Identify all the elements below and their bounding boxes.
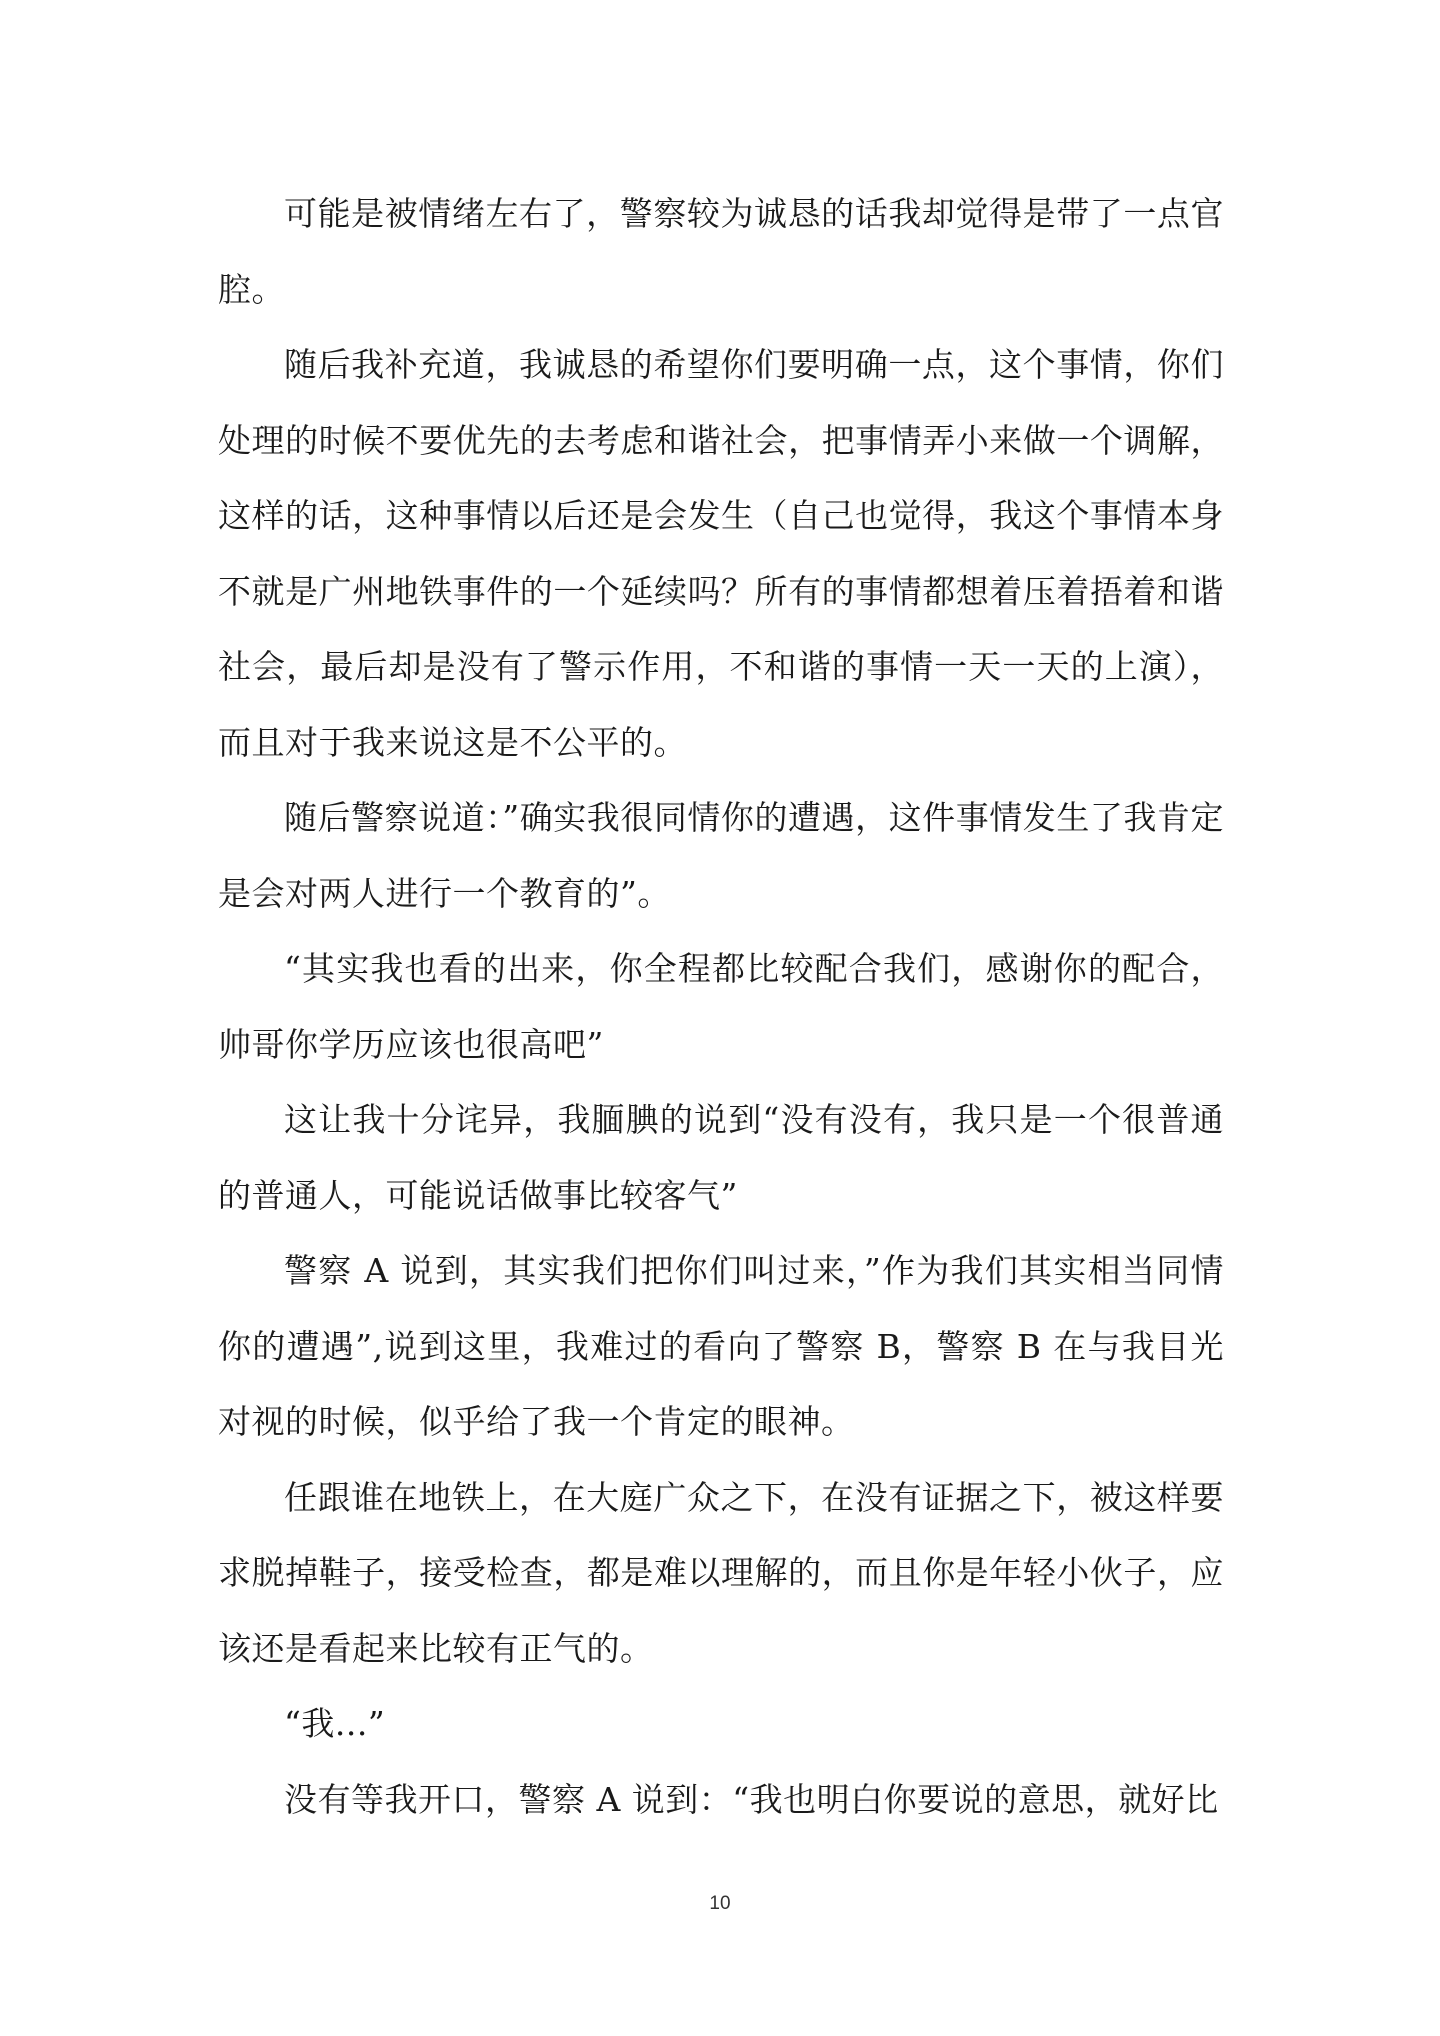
paragraph-5: 这让我十分诧异，我腼腆的说到“没有没有，我只是一个很普通的普通人，可能说话做事比较客气” <box>218 1100 1224 1215</box>
paragraph-6: 警察 A 说到，其实我们把你们叫过来，”作为我们其实相当同情你的遭遇”,说到这里，我难过的看向了警察 B，警察 B 在与我目光对视的时候，似乎给了我一个肯定的眼神。 <box>218 1251 1224 1441</box>
paragraph-7: 任跟谁在地铁上，在大庭广众之下，在没有证据之下，被这样要求脱掉鞋子，接受检查，都是难以理解的，而且你是年轻小伙子，应该还是看起来比较有正气的。 <box>218 1477 1224 1668</box>
paragraph-2: 随后我补充道，我诚恳的希望你们要明确一点，这个事情，你们处理的时候不要优先的去考虑和谐社会，把事情弄小来做一个调解，这样的话，这种事情以后还是会发生（自己也觉得，我这个事情本身不就是广州地铁事件的一个延续吗？所有的事情都想着压着捂着和谐社会，最后却是没有了警示作用，不和谐的事情一天一天的上演），而且对于我来说这是不公平的。 <box>218 345 1224 762</box>
paragraph-3: 随后警察说道：”确实我很同情你的遭遇，这件事情发生了我肯定是会对两人进行一个教育的”。 <box>218 798 1224 913</box>
paragraph-4: “其实我也看的出来，你全程都比较配合我们，感谢你的配合，帅哥你学历应该也很高吧” <box>218 949 1224 1064</box>
paragraph-1: 可能是被情绪左右了，警察较为诚恳的话我却觉得是带了一点官腔。 <box>218 194 1224 309</box>
page-number: 10 <box>709 1893 731 1914</box>
paragraph-9: 没有等我开口，警察 A 说到：“我也明白你要说的意思，就好比 <box>284 1779 1219 1819</box>
paragraph-8: “我...” <box>284 1704 386 1743</box>
body-text <box>218 176 1224 1837</box>
